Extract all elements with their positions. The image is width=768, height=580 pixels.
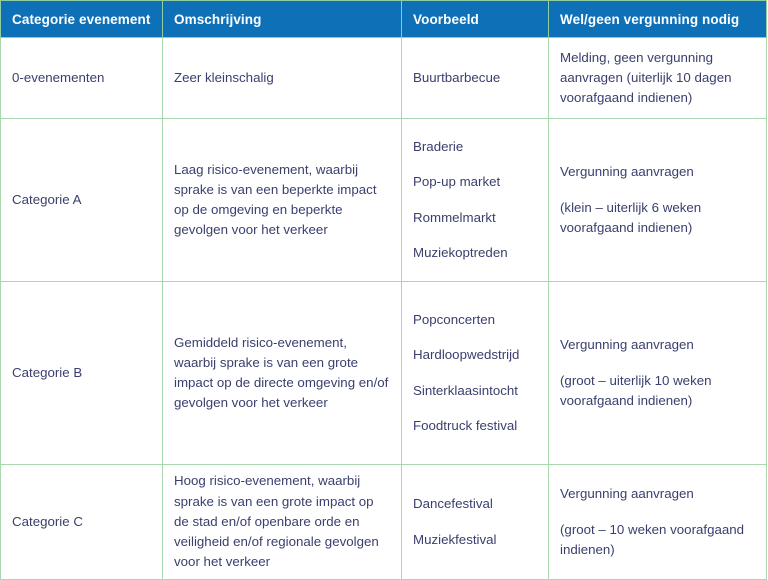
cell-description xyxy=(163,38,402,119)
permit-main-text: Vergunning aanvragen xyxy=(560,163,694,179)
example-item: Braderie xyxy=(413,139,464,155)
column-header-example: Voorbeeld xyxy=(402,1,549,38)
description-text: Gemiddeld risico-evenement, waarbij sprake is van een grote impact op de directe omgeving en/of gevolgen voor het verkeer xyxy=(174,334,389,411)
example-item: Dancefestival xyxy=(413,496,493,512)
description-text: Zeer kleinschalig xyxy=(174,69,274,85)
cell-description xyxy=(163,119,402,282)
permit-main-text: Vergunning aanvragen xyxy=(560,485,694,501)
example-item: Foodtruck festival xyxy=(413,417,518,433)
column-header-description: Omschrijving xyxy=(163,1,402,38)
cell-category: Categorie A xyxy=(1,119,163,282)
cell-permit xyxy=(549,38,767,119)
table-header xyxy=(1,1,767,38)
column-header-permit: Wel/geen vergunning nodig xyxy=(549,1,767,38)
permit-main-text: Melding, geen vergunning aanvragen (uiterlijk 10 dagen voorafgaand indienen) xyxy=(560,49,732,106)
cell-description xyxy=(163,465,402,580)
cell-permit xyxy=(549,119,767,282)
example-item: Sinterklaasintocht xyxy=(413,382,518,398)
example-item: Muziekfestival xyxy=(413,531,497,547)
table-row xyxy=(1,38,767,119)
table-row xyxy=(1,465,767,580)
table-body xyxy=(1,38,767,580)
cell-examples xyxy=(402,38,549,119)
example-item: Popconcerten xyxy=(413,312,496,328)
example-item: Muziekoptreden xyxy=(413,244,508,260)
example-item: Pop-up market xyxy=(413,174,501,190)
table-header-row xyxy=(1,1,767,38)
cell-examples xyxy=(402,119,549,282)
cell-description xyxy=(163,282,402,465)
cell-examples xyxy=(402,282,549,465)
description-text: Laag risico-evenement, waarbij sprake is van een beperkte impact op de omgeving en beperkte gevolgen voor het verkeer xyxy=(174,161,377,238)
table-row xyxy=(1,119,767,282)
column-header-category: Categorie evenement xyxy=(1,1,163,38)
cell-category: 0-evenementen xyxy=(1,38,163,119)
permit-note-text: (groot – 10 weken voorafgaand indienen) xyxy=(560,521,745,558)
cell-permit xyxy=(549,282,767,465)
description-text: Hoog risico-evenement, waarbij sprake is van een grote impact op de stad en/of openbare orde en veiligheid en/of regionale gevolgen voor het verkeer xyxy=(174,473,379,570)
cell-permit xyxy=(549,465,767,580)
cell-category: Categorie C xyxy=(1,465,163,580)
cell-examples xyxy=(402,465,549,580)
example-item: Hardloopwedstrijd xyxy=(413,347,520,363)
table-row xyxy=(1,282,767,465)
example-item: Rommelmarkt xyxy=(413,209,496,225)
cell-category: Categorie B xyxy=(1,282,163,465)
permit-main-text: Vergunning aanvragen xyxy=(560,336,694,352)
example-item: Buurtbarbecue xyxy=(413,69,501,85)
permit-note-text: (klein – uiterlijk 6 weken voorafgaand indienen) xyxy=(560,199,702,236)
permit-note-text: (groot – uiterlijk 10 weken voorafgaand indienen) xyxy=(560,372,712,409)
